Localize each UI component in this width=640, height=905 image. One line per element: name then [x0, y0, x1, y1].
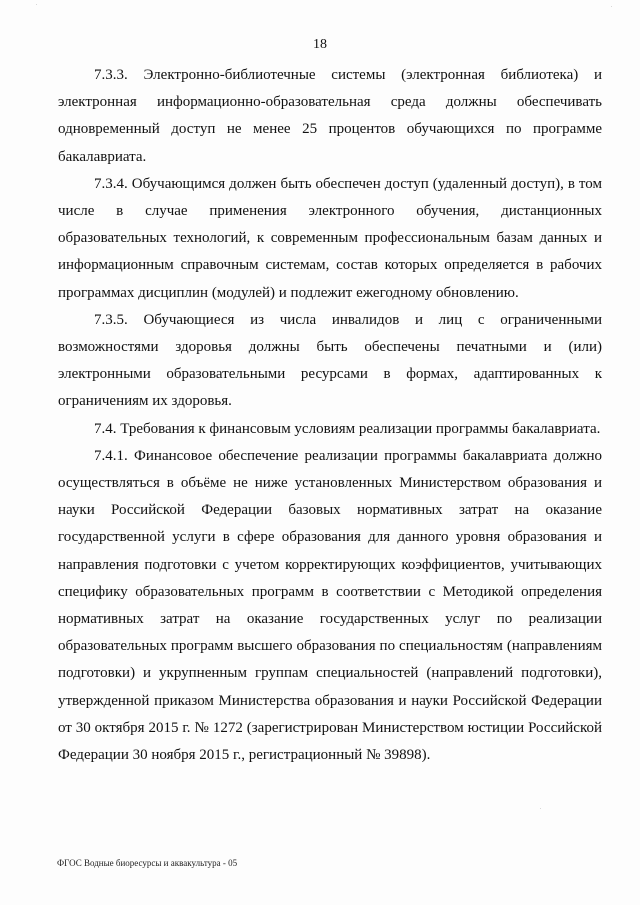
- page-footer: ФГОС Водные биоресурсы и аквакультура - 05: [57, 858, 238, 868]
- paragraph-7-3-4: 7.3.4. Обучающимся должен быть обеспечен доступ (удаленный доступ), в том числе в случае применения электронного обучения, дистанционных образовательных технологий, к современным профессиональным базам данных и информационным справочным системам, состав которых определяется в рабочих программах дисциплин (модулей) и подлежит ежегодному обновлению.: [58, 175, 602, 301]
- scan-speck: [540, 808, 541, 809]
- scan-speck: [611, 6, 612, 7]
- document-body: [58, 62, 602, 769]
- paragraph-7-3-3: 7.3.3. Электронно-библиотечные системы (электронная библиотека) и электронная информационно-образовательная среда должны обеспечивать одновременный доступ не менее 25 процентов обучающихся по программе бакалавриата.: [58, 67, 602, 165]
- paragraph-7-3-5: 7.3.5. Обучающиеся из числа инвалидов и лиц с ограниченными возможностями здоровья должны быть обеспечены печатными и (или) электронными образовательными ресурсами в формах, адаптированных к ограничениям их здоровья.: [58, 311, 602, 410]
- paragraph-7-4: 7.4. Требования к финансовым условиям реализации программы бакалавриата.: [94, 420, 601, 437]
- paragraph-7-4-1: 7.4.1. Финансовое обеспечение реализации программы бакалавриата должно осуществляться в объёме не ниже установленных Министерством образования и науки Российской Федерации базовых нормативных затрат на оказание государственной услуги в сфере образования для данного уровня образования и направления подготовки с учетом корректирующих коэффициентов, учитывающих специфику образовательных программ в соответствии с Методикой определения нормативных затрат на оказание государственных услуг по реализации образовательных программ высшего образования по специальностям (направлениям подготовки) и укрупненным группам специальностей (направлений подготовки), утвержденной приказом Министерства образования и науки Российской Федерации от 30 октября 2015 г. № 1272 (зарегистрирован Министерством юстиции Российской Федерации 30 ноября 2015 г., регистрационный № 39898).: [58, 447, 602, 764]
- scan-speck: [36, 4, 37, 5]
- page-number: 18: [313, 37, 327, 52]
